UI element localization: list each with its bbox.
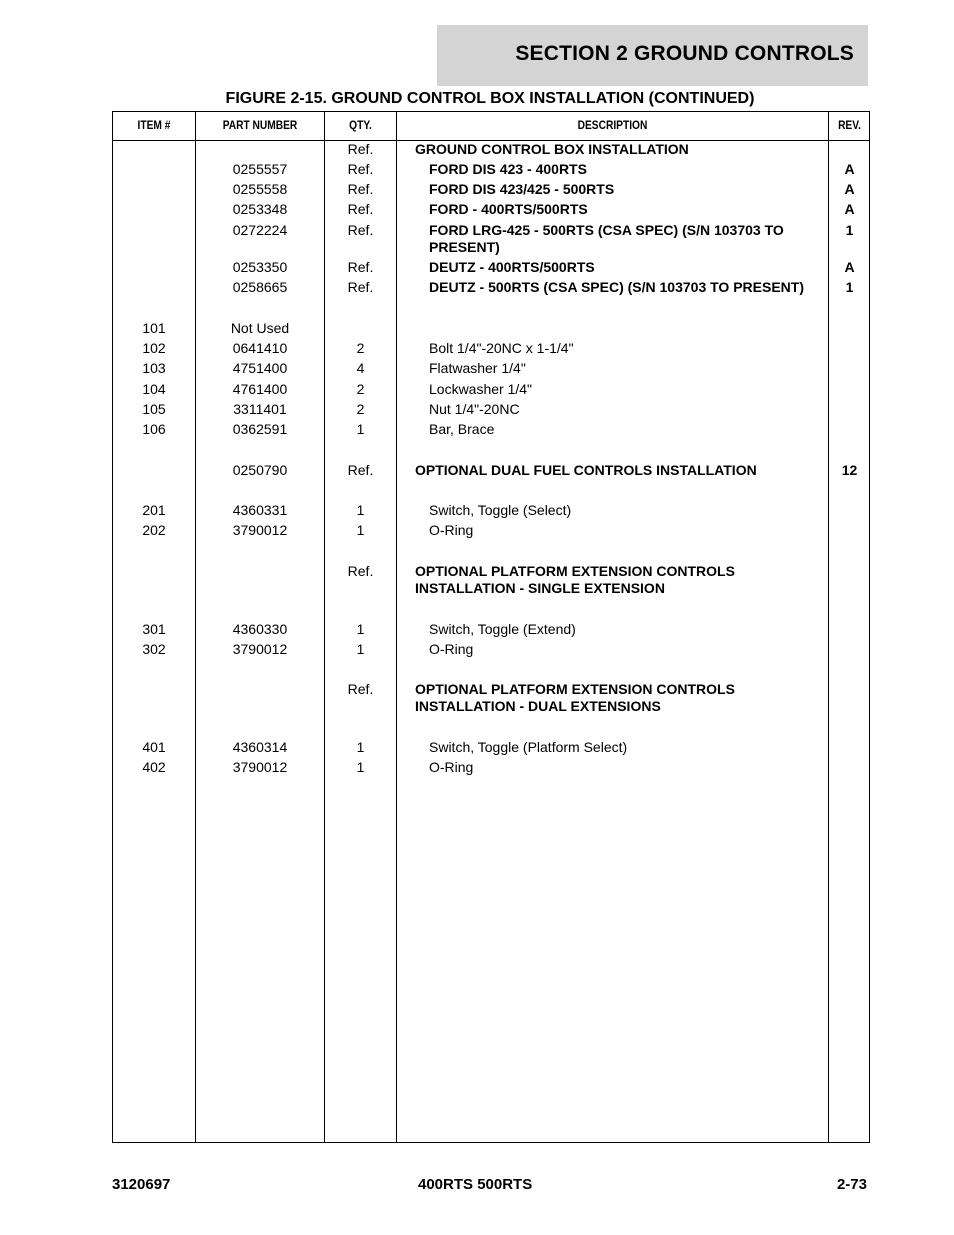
row-quantity: Ref. [347,161,374,177]
row-quantity: 1 [356,621,365,637]
row-description: Flatwasher 1/4" [429,360,526,376]
row-part-number: 3790012 [232,522,288,538]
row-quantity: Ref. [347,279,374,295]
row-description: OPTIONAL DUAL FUEL CONTROLS INSTALLATION [415,462,757,478]
row-description: OPTIONAL PLATFORM EXTENSION CONTROLS INSTALLATION - DUAL EXTENSIONS [415,681,735,714]
row-description: FORD - 400RTS/500RTS [429,201,588,217]
row-part-number: 4360331 [232,502,288,518]
row-part-number: 0272224 [232,222,288,238]
row-revision: A [844,161,855,177]
row-description: Switch, Toggle (Platform Select) [429,739,628,755]
row-revision: A [844,181,855,197]
row-part-number: 0255558 [232,181,288,197]
row-part-number: 4360330 [232,621,288,637]
row-quantity: Ref. [347,681,374,697]
row-revision: 12 [841,462,858,478]
row-quantity: Ref. [347,222,374,238]
row-part-number: 0253350 [232,259,288,275]
row-description: DEUTZ - 500RTS (CSA SPEC) (S/N 103703 TO PRESENT) [429,279,804,295]
header-part-number: PART NUMBER [222,118,298,132]
row-description: O-Ring [429,641,474,657]
row-quantity: 2 [356,381,365,397]
row-description: FORD DIS 423 - 400RTS [429,161,587,177]
row-description: O-Ring [429,759,474,775]
row-part-number: 3311401 [233,401,287,417]
row-item-number: 103 [142,360,166,376]
row-revision: A [844,259,855,275]
row-revision: 1 [845,279,854,295]
row-description: OPTIONAL PLATFORM EXTENSION CONTROLS INSTALLATION - SINGLE EXTENSION [415,563,735,596]
parts-table [112,111,870,1143]
row-quantity: Ref. [347,259,374,275]
row-description: Nut 1/4"-20NC [429,401,520,417]
row-item-number: 102 [142,340,166,356]
row-part-number: 0253348 [232,201,288,217]
footer-model: 400RTS 500RTS [418,1176,533,1193]
row-quantity: Ref. [347,563,374,579]
row-description: Switch, Toggle (Select) [429,502,572,518]
row-description: Bar, Brace [429,421,495,437]
row-part-number: 0255557 [232,161,288,177]
row-item-number: 301 [142,621,166,637]
row-part-number: 4360314 [232,739,288,755]
header-rev: REV. [838,118,861,132]
row-quantity: 2 [356,401,365,417]
row-item-number: 106 [142,421,166,437]
row-description: FORD DIS 423/425 - 500RTS [429,181,615,197]
row-description: FORD LRG-425 - 500RTS (CSA SPEC) (S/N 103703 TO PRESENT) [429,222,784,255]
row-item-number: 201 [142,502,166,518]
column-divider [396,112,397,1142]
row-quantity: Ref. [347,181,374,197]
row-item-number: 402 [142,759,166,775]
row-part-number: 0250790 [232,462,288,478]
row-revision: 1 [845,222,854,238]
footer-doc-number: 3120697 [112,1176,171,1193]
row-part-number: 4761400 [232,381,288,397]
row-part-number: 3790012 [232,641,288,657]
row-quantity: 1 [356,739,365,755]
row-description: Bolt 1/4"-20NC x 1-1/4" [429,340,574,356]
row-quantity: 1 [356,522,365,538]
row-part-number: 3790012 [232,759,288,775]
row-description: Switch, Toggle (Extend) [429,621,576,637]
row-quantity: 4 [356,360,365,376]
row-description: O-Ring [429,522,474,538]
section-title: SECTION 2 GROUND CONTROLS [515,42,854,65]
section-banner [437,25,868,86]
header-item: ITEM # [137,118,171,132]
row-quantity: Ref. [347,201,374,217]
row-item-number: 101 [142,320,166,336]
row-quantity: Ref. [347,462,374,478]
row-quantity: 2 [356,340,365,356]
row-quantity: 1 [356,641,365,657]
row-quantity: Ref. [347,141,374,157]
figure-title: FIGURE 2-15. GROUND CONTROL BOX INSTALLATION (CONTINUED) [225,90,755,107]
footer-page-number: 2-73 [836,1176,867,1193]
row-quantity: 1 [356,502,365,518]
row-quantity: 1 [356,421,365,437]
row-part-number: 0362591 [232,421,288,437]
row-item-number: 202 [142,522,166,538]
row-revision: A [844,201,855,217]
row-part-number: 0641410 [232,340,288,356]
header-description: DESCRIPTION [577,118,648,132]
row-description: DEUTZ - 400RTS/500RTS [429,259,595,275]
row-item-number: 302 [142,641,166,657]
row-part-number: 4751400 [232,360,288,376]
row-item-number: 104 [142,381,166,397]
row-description: GROUND CONTROL BOX INSTALLATION [415,141,689,157]
row-item-number: 105 [142,401,166,417]
row-part-number: Not Used [230,320,290,336]
row-quantity: 1 [356,759,365,775]
row-item-number: 401 [142,739,166,755]
row-part-number: 0258665 [232,279,288,295]
row-description: Lockwasher 1/4" [429,381,533,397]
header-qty: QTY. [349,118,372,132]
